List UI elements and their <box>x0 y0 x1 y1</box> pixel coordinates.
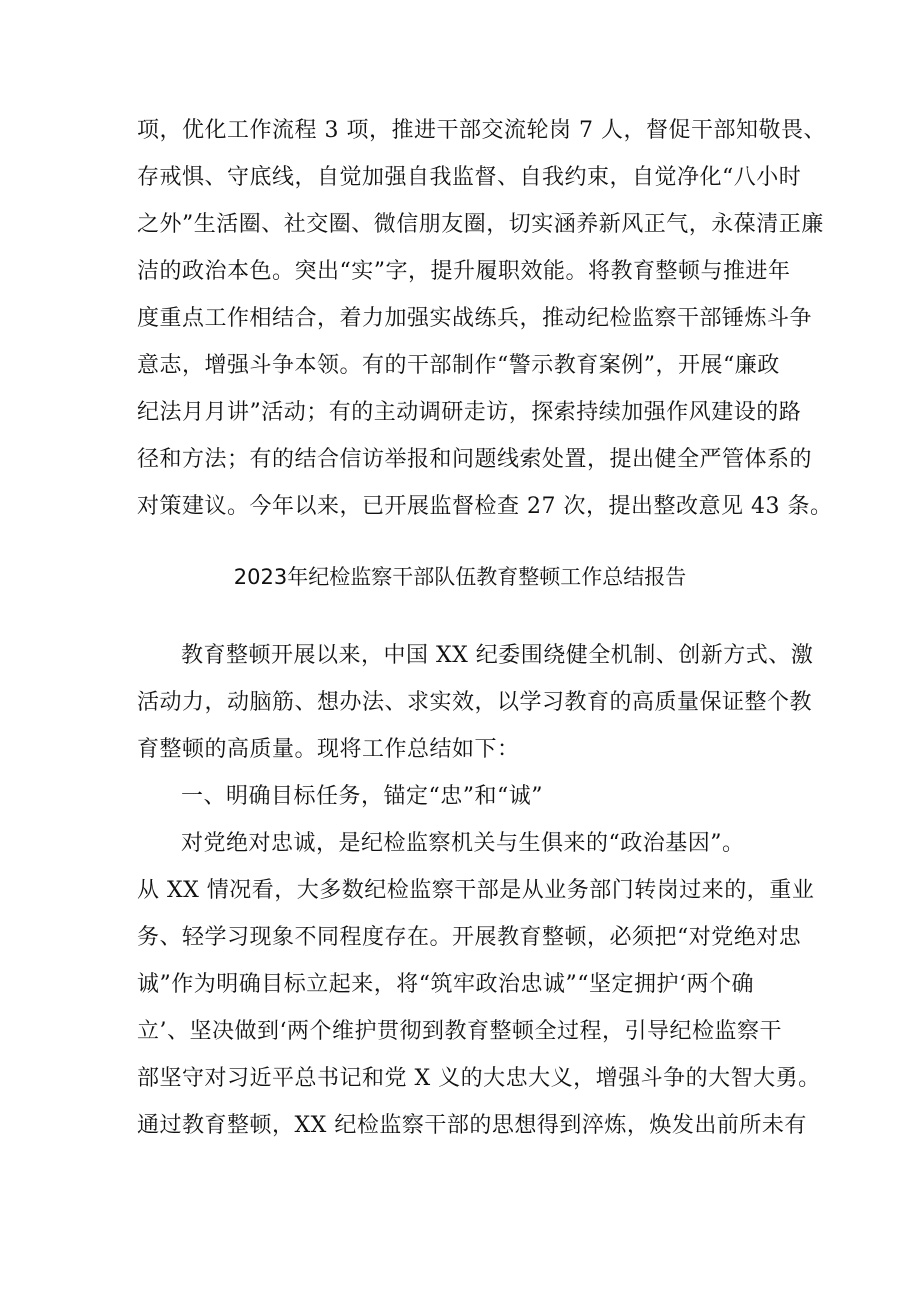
paragraph-line: 存戒惧、守底线，自觉加强自我监督、自我约束，自觉净化“八小时 <box>137 165 802 190</box>
paragraph-line: 诚”作为明确目标立起来，将“筑牢政治忠诚”“坚定拥护‘两个确 <box>137 972 754 997</box>
section-heading: 一、明确目标任务，锚定“忠”和“诚” <box>181 784 543 809</box>
paragraph-line: 径和方法；有的结合信访举报和问题线索处置，提出健全严管体系的 <box>137 447 813 472</box>
paragraph-line: 意志，增强斗争本领。有的干部制作“警示教育案例”，开展“廉政 <box>137 353 780 378</box>
paragraph-line: 育整顿的高质量。现将工作总结如下： <box>137 737 520 762</box>
report-title: 2023年纪检监察干部队伍教育整顿工作总结报告 <box>233 565 687 589</box>
paragraph-line: 活动力，动脑筋、想办法、求实效，以学习教育的高质量保证整个教 <box>137 690 813 715</box>
paragraph-line: 对党绝对忠诚，是纪检监察机关与生俱来的“政治基因”。 <box>181 831 745 856</box>
paragraph-line: 务、轻学习现象不同程度存在。开展教育整顿，必须把“对党绝对忠 <box>137 925 802 950</box>
paragraph-line: 洁的政治本色。突出“实”字，提升履职效能。将教育整顿与推进年 <box>137 259 791 284</box>
paragraph-line: 通过教育整顿，XX 纪检监察干部的思想得到淬炼，焕发出前所未有 <box>137 1113 807 1138</box>
paragraph-line: 从 XX 情况看，大多数纪检监察干部是从业务部门转岗过来的，重业 <box>137 878 815 903</box>
paragraph-line: 部坚守对习近平总书记和党 X 义的大忠大义，增强斗争的大智大勇。 <box>137 1066 821 1091</box>
paragraph-line: 教育整顿开展以来，中国 XX 纪委围绕健全机制、创新方式、激 <box>181 643 814 668</box>
paragraph-line: 之外”生活圈、社交圈、微信朋友圈，切实涵养新风正气，永葆清正廉 <box>137 212 824 237</box>
paragraph-line: 度重点工作相结合，着力加强实战练兵，推动纪检监察干部锤炼斗争 <box>137 306 813 331</box>
paragraph-line: 立’、坚决做到‘两个维护贯彻到教育整顿全过程，引导纪检监察干 <box>137 1019 782 1044</box>
paragraph-line: 项，优化工作流程 3 项，推进干部交流轮岗 7 人，督促干部知敬畏、 <box>137 118 826 143</box>
paragraph-line: 对策建议。今年以来，已开展监督检查 27 次，提出整改意见 43 条。 <box>137 494 833 519</box>
paragraph-line: 纪法月月讲”活动；有的主动调研走访，探索持续加强作风建设的路 <box>137 400 802 425</box>
